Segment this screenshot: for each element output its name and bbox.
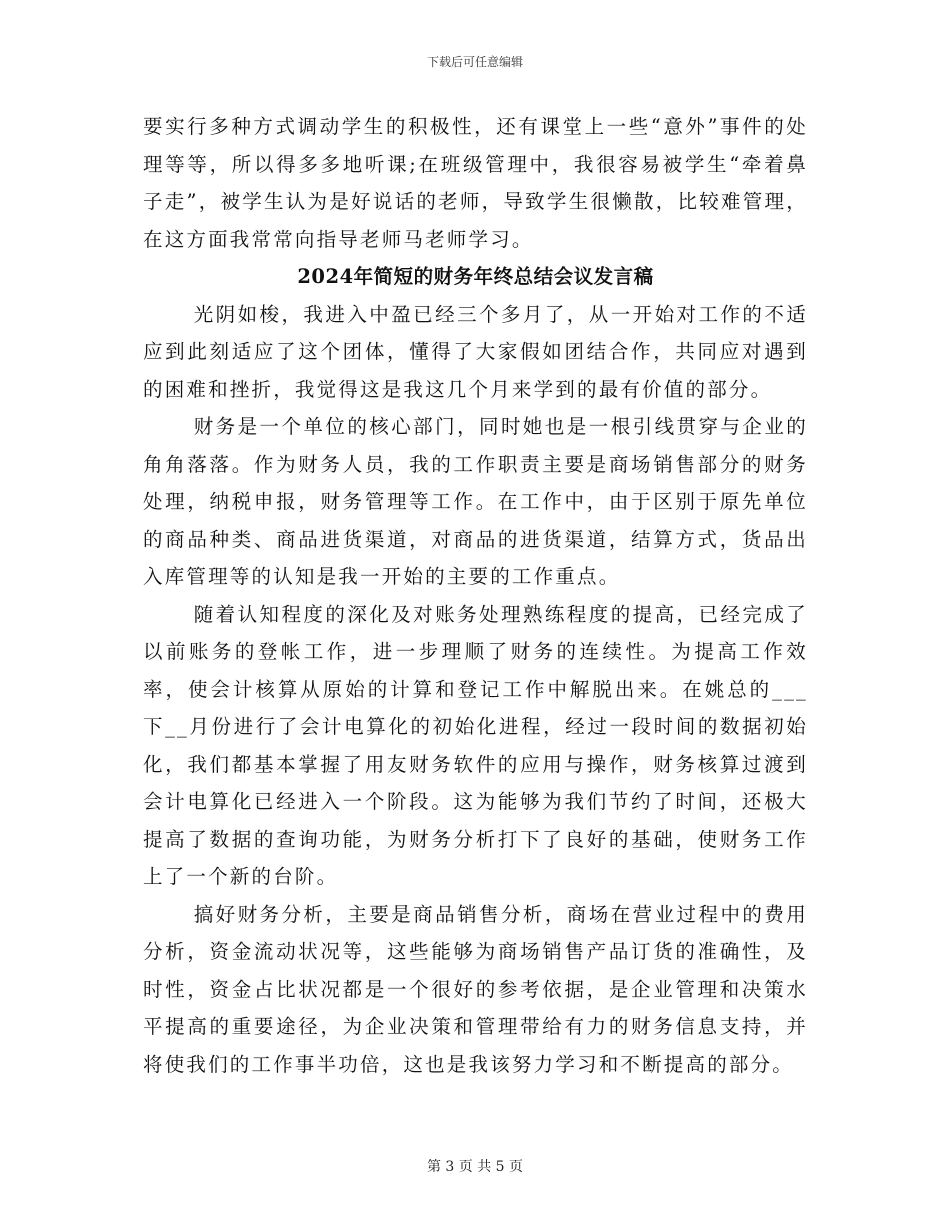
document-body [143, 108, 808, 1083]
header-note: 下载后可任意编辑 [426, 55, 523, 69]
body-paragraph-2: 财务是一个单位的核心部门，同时她也是一根引线贯穿与企业的角角落落。作为财务人员，我的工作职责主要是商场销售部分的财务处理，纳税申报，财务管理等工作。在工作中，由于区别于原先单位的商品种类、商品进货渠道，对商品的进货渠道，结算方式，货品出入库管理等的认知是我一开始的主要的工作重点。 [143, 415, 808, 588]
body-paragraph-1: 光阴如梭，我进入中盈已经三个多月了，从一开始对工作的不适应到此刻适应了这个团体，懂得了大家假如团结合作，共同应对遇到的困难和挫折，我觉得这是我这几个月来学到的最有价值的部分。 [143, 302, 808, 401]
page-number: 第 3 页 共 5 页 [426, 1159, 524, 1175]
continuation-paragraph: 要实行多种方式调动学生的积极性，还有课堂上一些“意外”事件的处理等等，所以得多多地听课;在班级管理中，我很容易被学生“牵着鼻子走”，被学生认为是好说话的老师，导致学生很懒散，比较难管理，在这方面我常常向指导老师马老师学习。 [143, 115, 808, 251]
document-title: 2024年简短的财务年终总结会议发言稿 [297, 265, 654, 288]
body-paragraph-3: 随着认知程度的深化及对账务处理熟练程度的提高，已经完成了以前账务的登帐工作，进一步理顺了财务的连续性。为提高工作效率，使会计核算从原始的计算和登记工作中解脱出来。在姚总的___下__月份进行了会计电算化的初始化进程，经过一段时间的数据初始化，我们都基本掌握了用友财务软件的应用与操作，财务核算过渡到会计电算化已经进入一个阶段。这为能够为我们节约了时间，还极大提高了数据的查询功能，为财务分析打下了良好的基础，使财务工作上了一个新的台阶。 [143, 602, 808, 888]
body-paragraph-4: 搞好财务分析，主要是商品销售分析，商场在营业过程中的费用分析，资金流动状况等，这些能够为商场销售产品订货的准确性，及时性，资金占比状况都是一个很好的参考依据，是企业管理和决策水平提高的重要途径，为企业决策和管理带给有力的财务信息支持，并将使我们的工作事半功倍，这也是我该努力学习和不断提高的部分。 [143, 902, 808, 1076]
